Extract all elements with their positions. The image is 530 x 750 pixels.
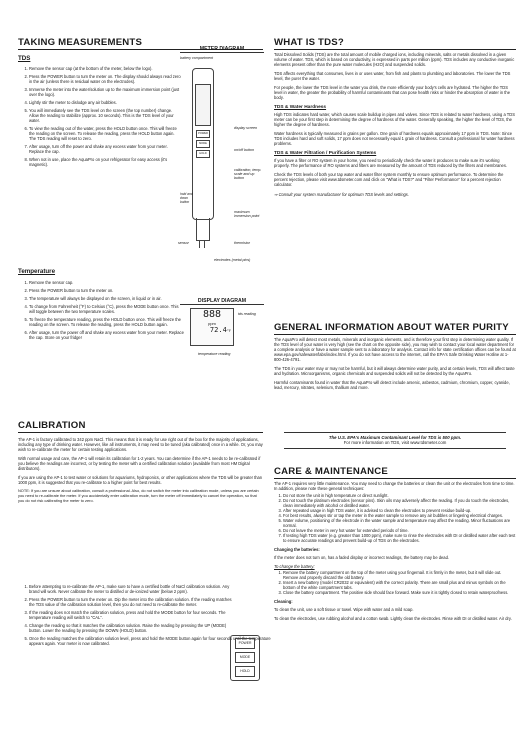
batteries-intro: If the meter does not turn on, has a faded display or incorrect readings, the battery may be dead. bbox=[274, 555, 449, 560]
what-is-tds-title: WHAT IS TDS? bbox=[274, 37, 516, 50]
electrode-pin bbox=[204, 240, 205, 248]
list-item: 2. Do not touch the platinum electrodes (sensor pins). Skin oils may adversely affect the reading. If you do touch the electrodes, clean immediately with alcohol or distilled water. bbox=[283, 498, 516, 508]
list-item: 1. Remove the sensor cap. bbox=[29, 280, 184, 285]
consult-note bbox=[274, 192, 516, 197]
calibration-mode-button: MODE bbox=[235, 652, 255, 663]
display-diagram bbox=[180, 298, 264, 378]
calibration-paragraph: The AP-1 is factory calibrated to 342 ppm NaCl. This means that it is ready for use right out of the box for the majority of applications, including any type of drinking water. However, like all instruments, it may need to be tuned (aka calibrated) once in a while. Or, you may wish to re-calibrate the meter for certain testing applications. bbox=[18, 437, 263, 452]
list-item: 3. If the reading does not match the calibration solution, press and hold the MODE button for four seconds. The temperature reading will switch to "CAL". bbox=[29, 610, 234, 620]
list-item: 7. After usage, turn off the power and shake any excess water from your meter. Replace the cap. bbox=[29, 144, 181, 154]
temperature-reading-label: temperature reading bbox=[198, 352, 231, 356]
list-item: 3. Immerse the meter into the water/solution up to the maximum immersion point (just over the logo). bbox=[29, 87, 181, 97]
calibration-paragraph: With normal usage and care, the AP-1 will retain its calibration for 1-2 years. You can determine if the AP-1 needs to be re-calibrated if you believe the readings are incorrect, or by testing the meter with a certified calibration solution (available from most HM Digital distributors). bbox=[18, 456, 261, 471]
temperature-steps bbox=[18, 280, 184, 343]
list-item: 2. Press the POWER button to turn the meter on. The display should always read zero in the air (unless there is residual water on the electrodes). bbox=[29, 74, 181, 84]
change-battery-subheading: To change the battery: bbox=[274, 564, 315, 569]
list-item: 4. To change from Fahrenheit (°F) to Celsius (°C), press the MODE button once. This will toggle between the two temperature scales. bbox=[29, 304, 184, 314]
list-item: 2. Insert a new battery (model CR2032 or equivalent) with the correct polarity. There are small plus and minus symbols on the bottom of the white compartment tabs. bbox=[283, 580, 516, 590]
display-diagram-title: DISPLAY DIAGRAM bbox=[180, 298, 264, 305]
list-item: 1. Remove the sensor cap (at the bottom of the meter, below the logo). bbox=[29, 66, 181, 71]
cleaning-subheading: Cleaning: bbox=[274, 599, 293, 604]
list-item: 4. Lightly stir the meter to dislodge any air bubbles. bbox=[29, 100, 181, 105]
meter-mode-button: MODE bbox=[196, 140, 210, 148]
lcd-temp-unit: °F bbox=[226, 329, 231, 333]
lcd-screen bbox=[190, 308, 234, 346]
meter-power-button: POWER bbox=[196, 130, 210, 138]
hardness-paragraph: Water hardness is typically measured in grains per gallon. One grain of hardness equals approximately 17 ppm in TDS. Note: Since TDS includes hard and soft solids, 17 ppm does not necessarily equal 1 grain of hardness. Consult a professional for water hardness problems. bbox=[274, 131, 515, 146]
care-tips bbox=[274, 493, 516, 543]
thermistor-label: thermistor bbox=[234, 241, 250, 245]
list-item: 1. Before attempting to re-calibrate the AP-1, make sure to have a certified bottle of NaCl calibration solution. Any brand will work. Never calibrate the meter to distilled or de-ionized water (below 2 ppm). bbox=[29, 584, 234, 594]
general-info-text bbox=[274, 337, 516, 395]
meter-hold-button: HOLD bbox=[196, 150, 210, 158]
list-item: 5. Water volume, positioning of the electrode in the water sample and temperature may affect the reading. Minor fluctuations are normal. bbox=[283, 518, 516, 528]
electrode-pin bbox=[199, 240, 200, 248]
filtration-paragraph: Check the TDS levels of both your tap water and water filter system monthly to ensure optimum performance. To determine the percent rejection, please visit www.tdsmeter.com and click on "What is TDS?" and "Filter Performance" for a percent rejection calculator. bbox=[274, 172, 504, 187]
filtration-paragraph: If you have a filter or RO system in your home, you need to periodically check the water it produces to make sure it's working properly. The performance of RO systems and filters are measured by the amount of TDS reduced by the filters and membranes. bbox=[274, 158, 507, 168]
list-item: 6. To view the reading out of the water, press the HOLD button once. This will freeze the reading on the screen. To release the reading, press the HOLD button again. The TDS reading will reset to zero. bbox=[29, 126, 181, 141]
care-intro: The AP-1 requires very little maintenance. You may need to change the batteries or clean the unit or the electrodes from time to time. In addition, please note these general techniques: bbox=[274, 481, 515, 491]
display-label: display screen bbox=[234, 126, 257, 130]
lcd-tds-value: 888 bbox=[202, 309, 222, 320]
more-info-line: For more information on TDS, visit www.tdsmeter.com bbox=[343, 440, 447, 446]
hardness-subheading: TDS & Water Hardness bbox=[274, 105, 327, 110]
electrodes-label: electrodes (metal pins) bbox=[214, 258, 251, 262]
tds-paragraph: For people, the lower the TDS level in the water you drink, the more efficiently your body's cells are hydrated. The higher the TDS level in water, the greater the probability of harmful contaminants that can pose health risks or hinder the absorption of water in the body. bbox=[274, 85, 510, 100]
general-paragraph: Harmful contaminants found in water that the AquaPro will detect include arsenic, asbestos, cadmium, chromium, copper, cyanide, lead, mercury, nitrates, selenium, thallium and more. bbox=[274, 380, 510, 390]
care-title: CARE & MAINTENANCE bbox=[274, 466, 516, 479]
cleaning-paragraph: To clean the unit, use a soft tissue or towel. Wipe with water and a mild soap. bbox=[274, 607, 414, 612]
cleaning-paragraph: To clean the electrodes, use rubbing alcohol and a cotton swab. Lightly clean the electrodes. Rinse with DI or distilled water. Air dry. bbox=[274, 616, 512, 621]
what-is-tds-text bbox=[274, 52, 516, 197]
tds-paragraph: TDS affects everything that consumes, lives in or uses water, from fish and plants to plumbing and laboratories. The lower the TDS level, the purer the water. bbox=[274, 71, 511, 81]
list-item: 5. You will immediately see the TDS level on the screen (the top number) change. Allow the reading to stabilize (approx. 10 seconds). This is the TDS level of your water. bbox=[29, 108, 181, 123]
filtration-subheading: TDS & Water Filtration / Purification Systems bbox=[274, 151, 377, 156]
epa-highlight bbox=[284, 432, 506, 449]
list-item: 5. To freeze the temperature reading, press the HOLD button once. This will freeze the reading on the screen. To release the reading, press the HOLD button again. bbox=[29, 317, 184, 327]
calibration-note: NOTE: If you are unsure about calibration, consult a professional. Also, do not switch the meter into calibration mode, unless you are certain you need to re-calibrate the meter. If you accidentally enter calibration mode, turn the meter off immediately to cancel the operation, so that you do not risk calibrating the meter to zero. bbox=[18, 488, 259, 503]
batteries-subheading: Changing the batteries: bbox=[274, 547, 320, 552]
battery-label: battery compartment bbox=[180, 56, 213, 60]
calibration-label: calibration, temp. scale and up button bbox=[234, 168, 262, 181]
consult-text: Consult your system manufacturer for optimum TDS levels and settings. bbox=[278, 192, 409, 197]
epa-line: The U.S. EPA's Maximum Contaminant Level for TDS is 500 ppm. bbox=[328, 435, 462, 440]
arrow-icon: ⇒ bbox=[274, 192, 278, 197]
list-item: 4. For best results, always stir or tap the meter in the water sample to remove any air bubbles or lingering electrical charges. bbox=[283, 513, 516, 518]
taking-measurements-title: TAKING MEASUREMENTS bbox=[18, 37, 263, 50]
lcd-temp-line bbox=[191, 326, 233, 336]
list-item: 3. After repeated usage in high TDS water, it is advised to clean the electrodes to prevent residue build-up. bbox=[283, 508, 516, 513]
general-paragraph: The AquaPro will detect most metals, minerals and inorganic elements, and is therefore your first step in determining water quality. If the TDS level of your water is very high (see the chart on the opposite side), you may wish to contact your local water department for a complete analysis or have a water sample sent to a laboratory for analysis. Contact info for state certification offices can be found at www.epa.gov/safewater/labs/index.html. If you do not have access to the internet, call the EPA's Safe Drinking Water Hotline at 1-800-426-4791. bbox=[274, 337, 516, 362]
meter-diagram-title: METER DIAGRAM bbox=[180, 46, 264, 53]
list-item: 8. When not in use, place the AquaPro on your refrigerator for easy access (it's magnetic). bbox=[29, 157, 181, 167]
general-info-title: GENERAL INFORMATION ABOUT WATER PURITY bbox=[274, 322, 516, 335]
list-item: 2. Press the POWER button to turn the meter on. Dip the meter into the calibration solution. If the reading matches the TDS value of the calibration solution level, then you do not need to re-calibrate the meter. bbox=[29, 597, 234, 607]
list-item: 5. Once the reading matches the calibration solution level, press and hold the MODE button again for four seconds until the temperature appears again. Your meter is now calibrated. bbox=[29, 636, 274, 646]
calibration-title: CALIBRATION bbox=[18, 420, 263, 433]
list-item: 7. If testing high TDS water (e.g. greater than 1000 ppm), make sure to rinse the electrodes with DI or distilled water after each test to ensure accurate readings and prevent build-up of TDS on the electrodes. bbox=[283, 533, 516, 543]
list-item: 6. Do not leave the meter in very hot water for extended periods of time. bbox=[283, 528, 516, 533]
change-battery-steps bbox=[274, 570, 516, 595]
list-item: 3. The temperature will always be displayed on the screen, in liquid or in air. bbox=[29, 296, 184, 301]
lcd-unit: ppm bbox=[208, 321, 216, 326]
general-paragraph: The TDS in your water may or may not be harmful, but it will always determine water purity, and at certain levels, TDS will affect taste and hydration. Microorganisms, organic chemicals and suspended solids will not be detected by the AquaPro. bbox=[274, 366, 515, 376]
immersion-label: maximum immersion point bbox=[234, 210, 260, 219]
tds-reading-label: tds reading bbox=[238, 312, 256, 316]
tds-paragraph: Total Dissolved Solids (TDS) are the total amount of mobile charged ions, including minerals, salts or metals dissolved in a given volume of water. TDS, which is based on conductivity, is expressed in parts per million (ppm). TDS includes any conductive inorganic elements present other than the pure water molecules (H2O) and suspended solids. bbox=[274, 52, 515, 67]
calibration-paragraph: If you are using the AP-1 to test water or solutions for aquariums, hydroponics, or other applications where the TDS will be greater than 1000 ppm, it is suggested that you re-calibrate to a higher point for best results. bbox=[18, 475, 263, 485]
calibration-steps bbox=[18, 584, 271, 649]
list-item: 3. Close the battery compartment. The positive side should face forward. Make sure it is tightly closed to retain waterproofness. bbox=[283, 590, 516, 595]
care-text bbox=[274, 481, 516, 621]
calibration-button-diagram bbox=[228, 635, 262, 681]
calibration-text bbox=[18, 437, 263, 507]
hardness-paragraph: High TDS indicates hard water, which causes scale buildup in pipes and valves. Since TDS is related to water hardness, using a TDS meter can be your first step in determining the degree of hardness of the water. Generally speaking, the higher the level of TDS, the higher the degree of hardness. bbox=[274, 112, 515, 127]
meter-display bbox=[195, 84, 211, 126]
calibration-power-button: POWER bbox=[235, 638, 255, 649]
lcd-temp-value: 72.4 bbox=[209, 326, 227, 334]
list-item: 4. Change the reading so that it matches the calibration solution. Raise the reading by pressing the UP (MODE) button. Lower the reading by pressing the DOWN (HOLD) button. bbox=[29, 623, 234, 633]
list-item: 1. Remove the battery compartment on the top of the meter using your fingernail. It is firmly in the meter, but it will slide out. Remove and properly discard the old battery. bbox=[283, 570, 516, 580]
list-item: 1. Do not store the unit in high temperature or direct sunlight. bbox=[283, 493, 516, 498]
tds-subheading: TDS bbox=[18, 55, 31, 62]
list-item: 6. After usage, turn the power off and shake any excess water from your meter. Replace the cap. Store on your fridge! bbox=[29, 330, 184, 340]
calibration-hold-button: HOLD bbox=[235, 666, 255, 677]
onoff-label: on/off button bbox=[234, 148, 254, 152]
meter-diagram bbox=[180, 46, 264, 276]
sensor-label: sensor bbox=[178, 241, 189, 245]
hold-label: hold and down button bbox=[180, 192, 193, 205]
meter-sensor bbox=[196, 218, 210, 241]
list-item: 2. Press the POWER button to turn the meter on. bbox=[29, 288, 184, 293]
temperature-subheading: Temperature bbox=[18, 268, 56, 275]
tds-steps bbox=[18, 66, 181, 170]
